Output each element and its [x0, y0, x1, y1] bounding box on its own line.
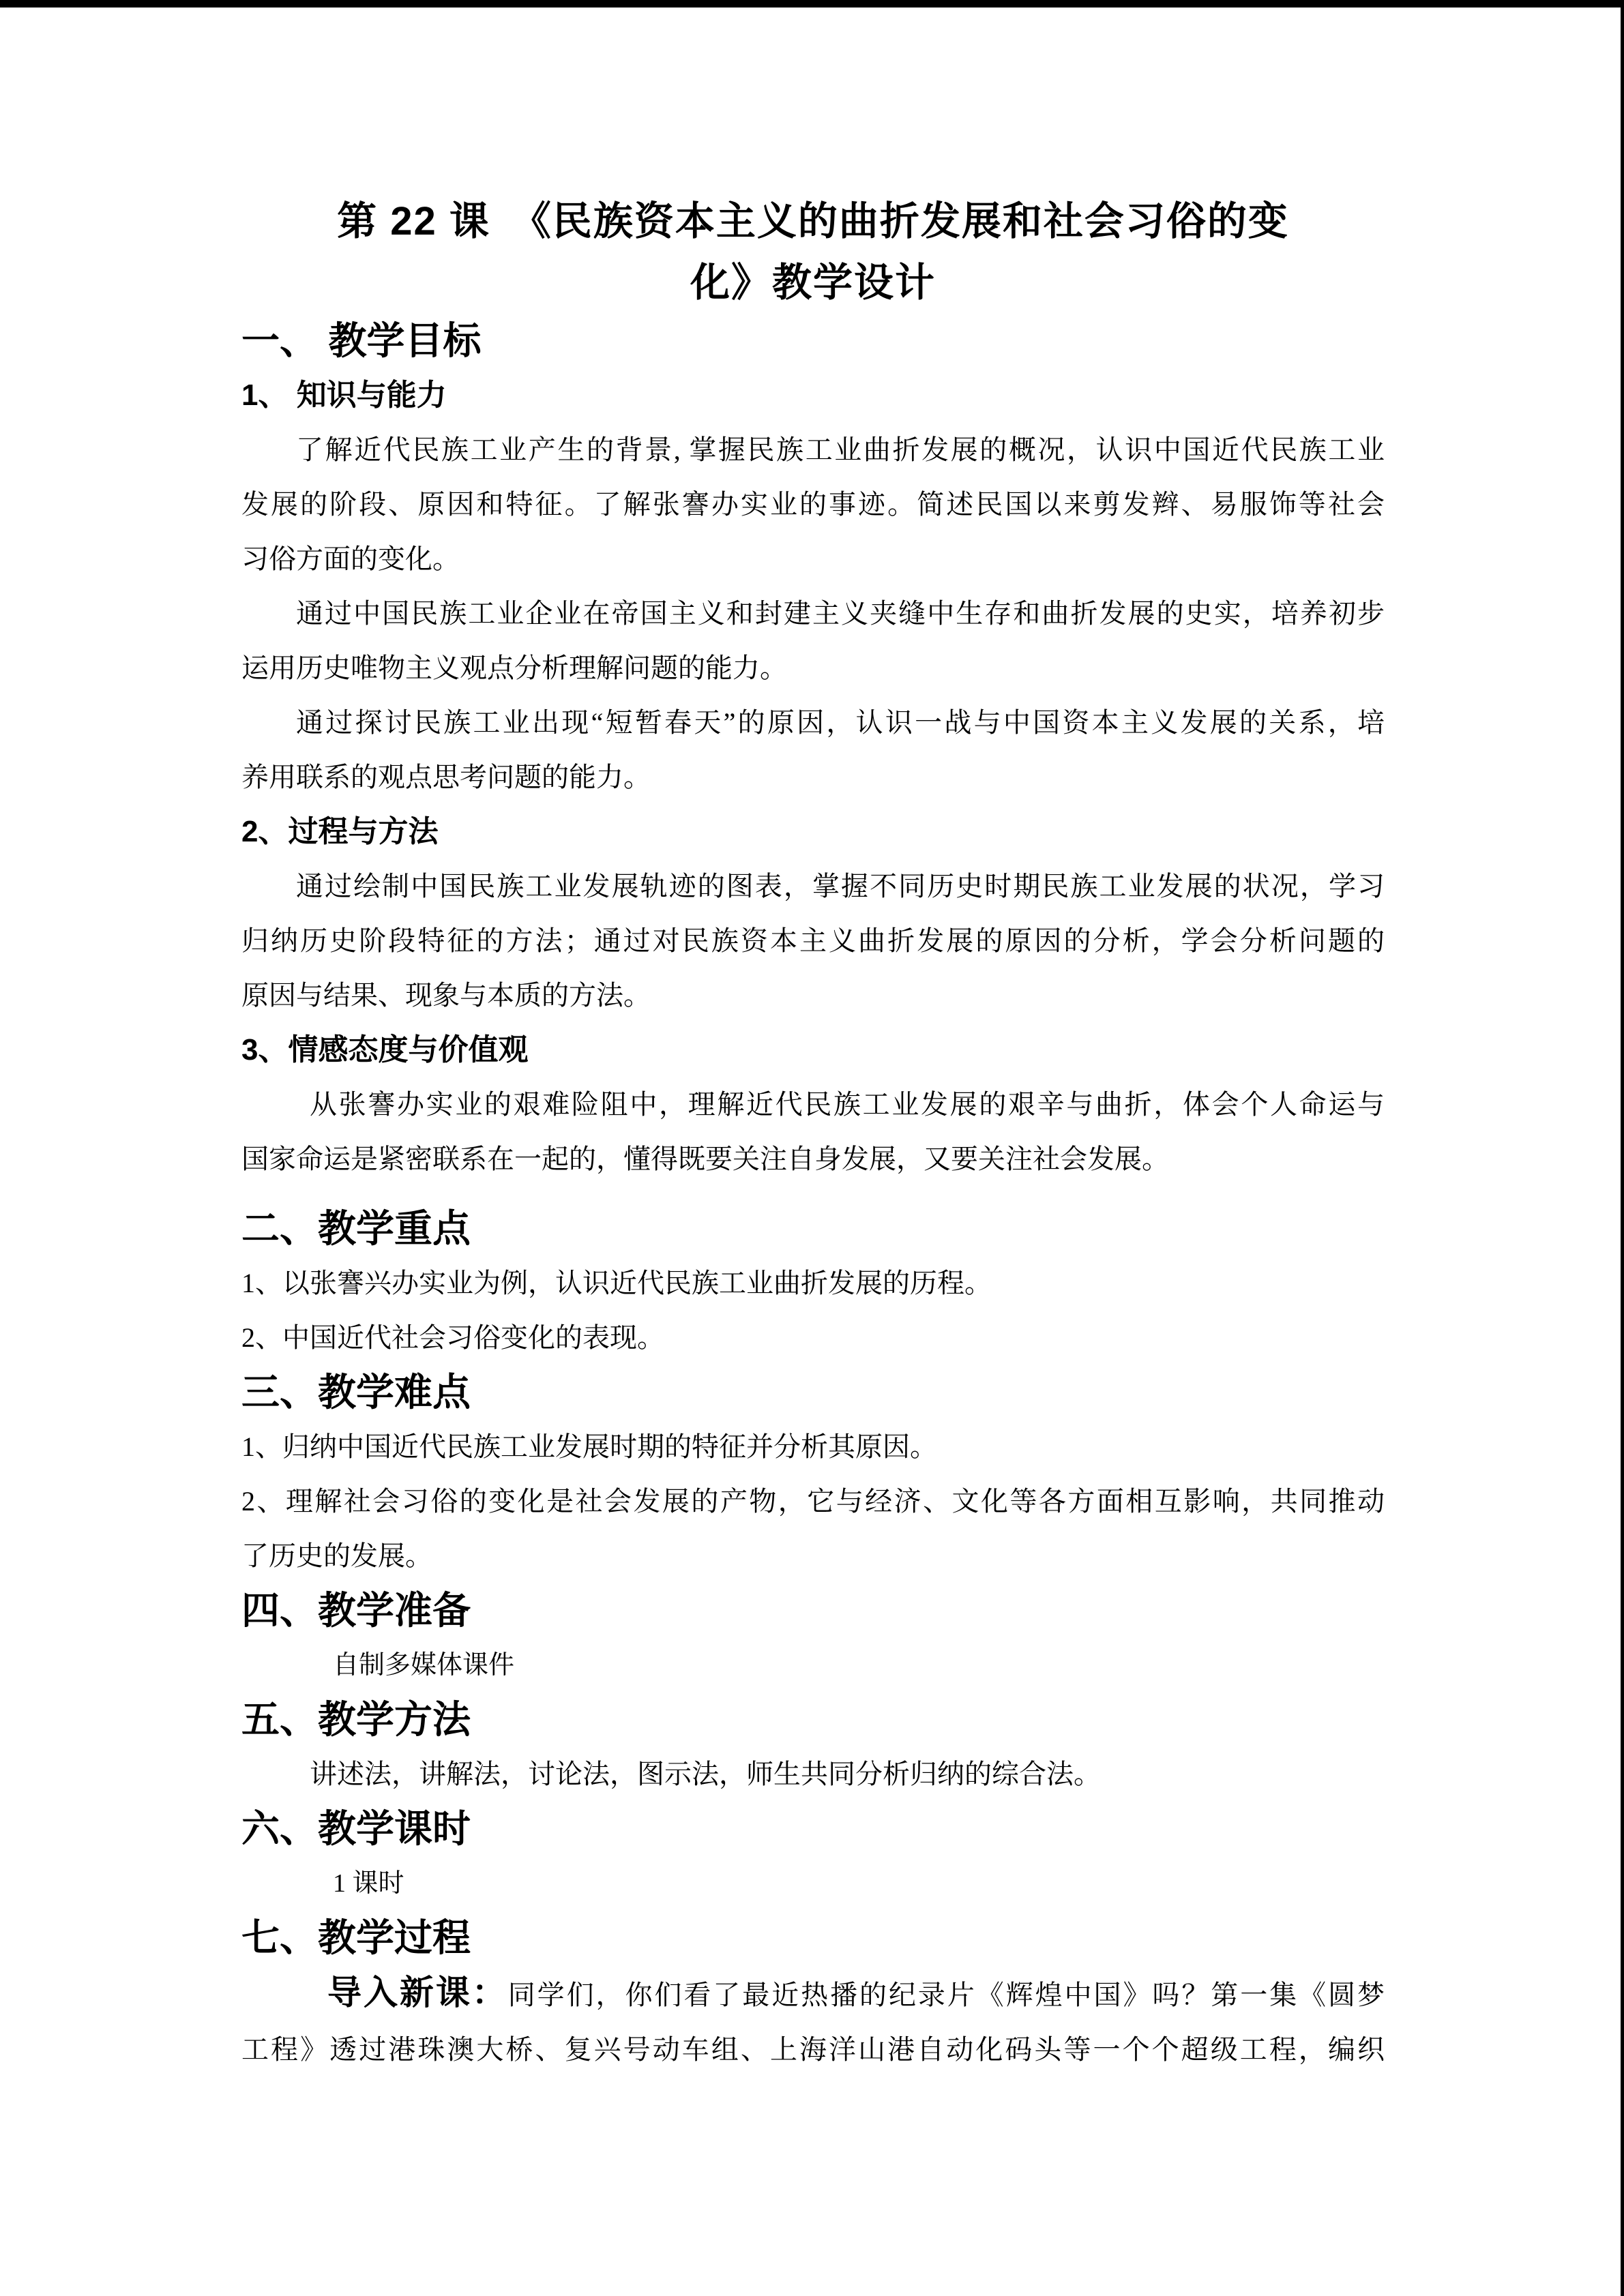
section-4-heading: 四、教学准备 — [241, 1589, 471, 1632]
section-6-body: 1 课时 — [333, 1869, 404, 1898]
paragraph-line: 习俗方面的变化。 — [241, 543, 460, 574]
section-5-heading: 五、教学方法 — [241, 1698, 471, 1741]
section-1-subheading-2: 2、过程与方法 — [241, 815, 439, 848]
paragraph-line — [241, 1965, 1385, 2023]
paragraph-line: 原因与结果、现象与本质的方法。 — [241, 980, 651, 1011]
paragraph-line: 通过中国民族工业企业在帝国主义和封建主义夹缝中生存和曲折发展的史实，培养初步 — [296, 598, 1385, 629]
paragraph-line: 发展的阶段、原因和特征。了解张謇办实业的事迹。简述民国以来剪发辫、易服饰等社会 — [241, 489, 1385, 520]
paragraph-line: 国家命运是紧密联系在一起的，懂得既要关注自身发展，又要关注社会发展。 — [241, 1144, 1169, 1174]
section-5-body: 讲述法，讲解法，讨论法，图示法，师生共同分析归纳的综合法。 — [310, 1759, 1101, 1789]
section-3-heading: 三、教学难点 — [241, 1371, 471, 1414]
section-6-heading: 六、教学课时 — [241, 1807, 471, 1850]
doc-title — [241, 191, 1385, 314]
document-content — [241, 184, 1385, 2077]
top-border-bar — [0, 0, 1624, 8]
paragraph-line: 运用历史唯物主义观点分析理解问题的能力。 — [241, 653, 787, 683]
list-item-line: 了历史的发展。 — [241, 1540, 432, 1571]
paragraph-line: 养用联系的观点思考问题的能力。 — [241, 762, 651, 792]
section-4-body: 自制多媒体课件 — [333, 1651, 515, 1680]
right-border-bar — [1621, 0, 1624, 2296]
lead-in-label: 导入新课： — [327, 1973, 508, 2012]
list-item-line: 2、理解社会习俗的变化是社会发展的产物，它与经济、文化等各方面相互影响，共同推动 — [241, 1486, 1385, 1517]
doc-title-line-2: 化》教学设计 — [690, 260, 936, 305]
paragraph-line: 通过绘制中国民族工业发展轨迹的图表，掌握不同历史时期民族工业发展的状况，学习 — [296, 871, 1385, 901]
paragraph-line: 通过探讨民族工业出现“短暂春天”的原因，认识一战与中国资本主义发展的关系，培 — [296, 707, 1385, 738]
paragraph-line: 从张謇办实业的艰难险阻中，理解近代民族工业发展的艰辛与曲折，体会个人命运与 — [310, 1089, 1385, 1120]
section-1-heading: 一、 教学目标 — [241, 319, 482, 362]
paragraph-text: 同学们，你们看了最近热播的纪录片《辉煌中国》吗？第一集《圆梦 — [507, 1980, 1385, 2010]
list-item: 2、中国近代社会习俗变化的表现。 — [241, 1322, 664, 1353]
paragraph-line: 工程》透过港珠澳大桥、复兴号动车组、上海洋山港自动化码头等一个个超级工程，编织 — [241, 2034, 1385, 2065]
section-1-subheading-3: 3、情感态度与价值观 — [241, 1033, 529, 1067]
list-item: 1、归纳中国近代民族工业发展时期的特征并分析其原因。 — [241, 1431, 937, 1462]
section-1-subheading-1: 1、 知识与能力 — [241, 378, 447, 412]
section-7-heading: 七、教学过程 — [241, 1916, 471, 1959]
section-2-heading: 二、教学重点 — [241, 1207, 471, 1250]
paragraph-line: 了解近代民族工业产生的背景, 掌握民族工业曲折发展的概况，认识中国近代民族工业 — [296, 434, 1385, 465]
list-item: 1、以张謇兴办实业为例，认识近代民族工业曲折发展的历程。 — [241, 1268, 992, 1298]
doc-title-line-1: 第 22 课 《民族资本主义的曲折发展和社会习俗的变 — [337, 199, 1289, 243]
paragraph-line: 归纳历史阶段特征的方法；通过对民族资本主义曲折发展的原因的分析，学会分析问题的 — [241, 925, 1385, 956]
